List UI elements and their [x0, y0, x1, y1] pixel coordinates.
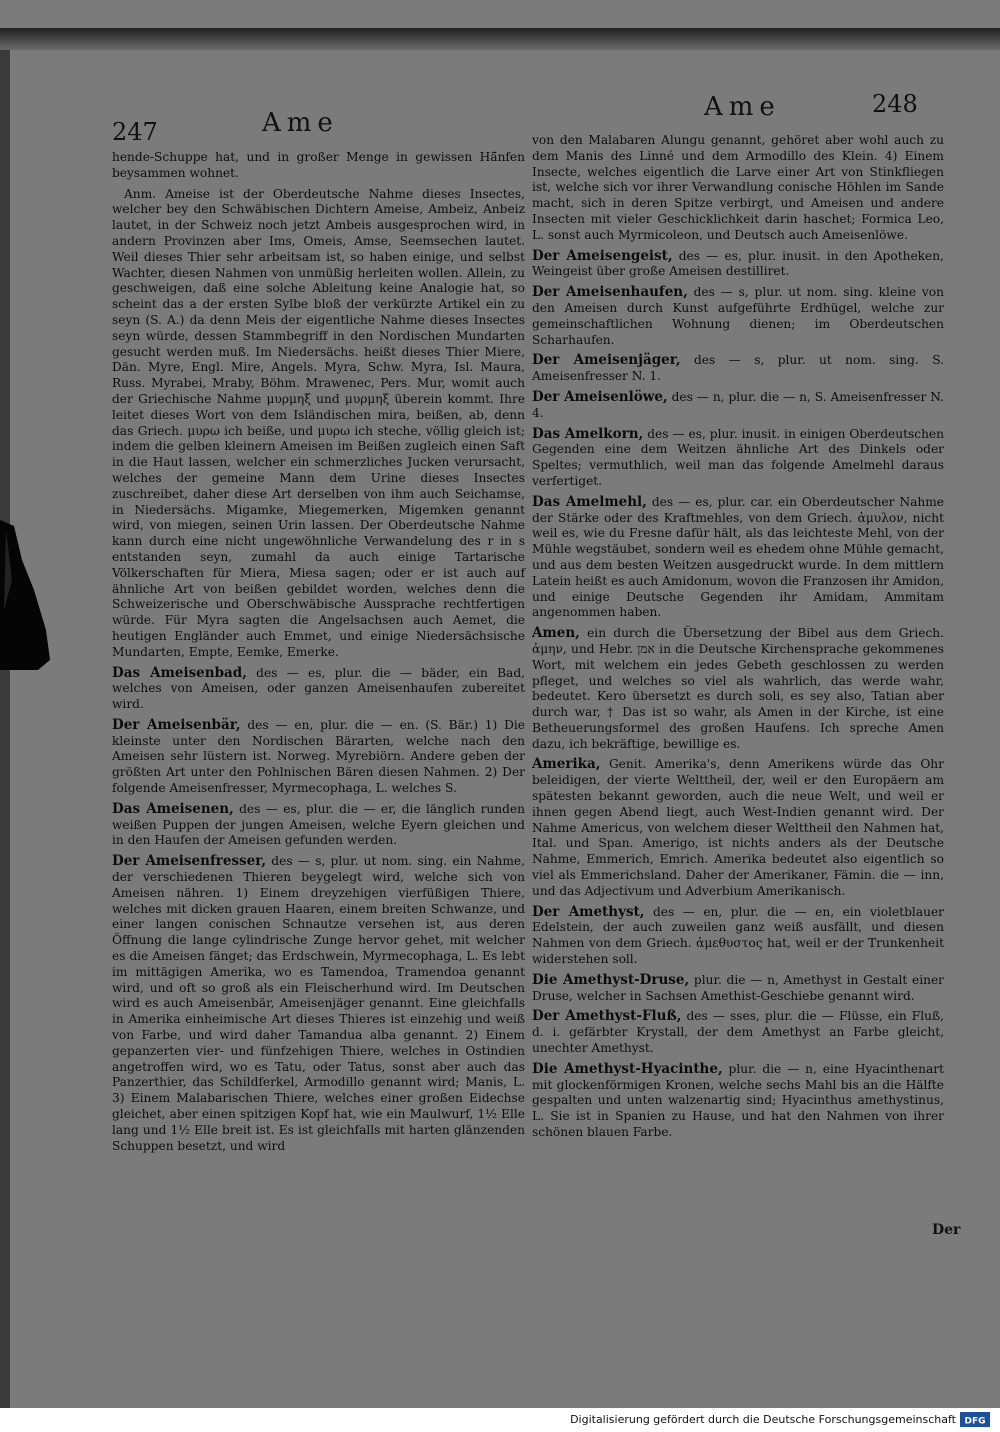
- dictionary-entry: [532, 1062, 944, 1141]
- entry-text: des — s, plur. ut nom. sing. S. Ameisenfresser N. 1.: [532, 353, 944, 384]
- entry-continuation: [112, 150, 525, 182]
- funding-credit: Digitalisierung gefördert durch die Deutsche Forschungsgemeinschaft: [570, 1413, 956, 1426]
- entry-text: des — es, plur. inusit. in einigen Oberdeutschen Gegenden eine dem Weitzen ähnliche Art des Dinkels oder Speltes; vermuthlich, weil man das folgende Amelmehl daraus verfertiget.: [532, 426, 944, 488]
- entry-text: des — en, plur. die — en, ein violetblauer Edelstein, der auch zuweilen ganz weiß ausfällt, und diesen Nahmen von dem Griech. ἀμεθυστος hat, weil er der Trunkenheit widerstehen soll.: [532, 904, 944, 967]
- ink-smudge: [0, 520, 52, 670]
- dictionary-entry: [532, 495, 944, 621]
- entry-lemma: Der Ameisenfresser,: [112, 853, 267, 870]
- entry-text: des — sses, plur. die — Flüsse, ein Fluß, d. i. gefärbter Krystall, der dem Amethyst an Farbe gleicht, unechter Amethyst.: [532, 1009, 944, 1056]
- entry-lemma: Das Ameisenen,: [112, 800, 234, 817]
- entry-text: des — es, plur. die — bäder, ein Bad, welches von Ameisen, oder ganzen Ameisenhaufen zubereitet wird.: [112, 665, 526, 712]
- entry-text: von den Malabaren Alungu genannt, gehöret aber wohl auch zu dem Manis des Linné und dem Armodillo des Klein. 4) Einem Insecte, welches eigentlich die Larve einer Art von Stinkfliegen ist, welche sich vor ihrer Verwandlung conische Höhlen im Sande macht, sich in deren Spitze verbirgt, und Ameisen und andere Insecten mit vieler Geschicklichkeit darin haschet; Formica Leo, L. sonst auch Myrmicoleon, und Deutsch auch Ameisenlöwe.: [532, 133, 944, 242]
- dictionary-entry: [112, 802, 525, 849]
- scan-top-edge: [0, 28, 1000, 50]
- dictionary-entry: [532, 626, 944, 752]
- entry-text: ein durch die Übersetzung der Bibel aus dem Griech. ἀμην, und Hebr. אמן in die Deutsche Kirchensprache gekommenes Wort, mit welchem ein jedes Gebeth geschlossen zu werden pfleget, und welches so viel als wahrlich, das werde wahr, bedeutet. Kero übersetzt es durch soli, es sey also, Tatian aber durch war, † Das ist so wahr, als Amen in der Kirche, ist eine Betheuerungsformel des großen Haufens. Ich spreche Amen dazu, ich bekräftige, bewillige es.: [532, 626, 944, 751]
- running-head-right: Ame: [704, 92, 781, 122]
- entry-lemma: Amerika,: [532, 756, 601, 773]
- entry-text: plur. die — n, eine Hyacinthenart mit glockenförmigen Kronen, welche sechs Mahl bis an die Hälfte gespalten und unten walzenartig sind; Hyacinthus amethystinus, L. Sie ist in Spanien zu Hause, und hat den Nahmen von ihrer schönen blauen Farbe.: [532, 1061, 944, 1140]
- dfg-logo-text: DFG: [964, 1416, 986, 1427]
- entry-lemma: Der Ameisenlöwe,: [532, 388, 668, 405]
- page-number-left: 247: [112, 118, 158, 146]
- running-head-left: Ame: [262, 108, 339, 138]
- entry-text: plur. die — n, Amethyst in Gestalt einer Druse, welcher in Sachsen Amethist-Geschiebe genannt wird.: [532, 972, 944, 1003]
- right-column: [532, 133, 944, 1146]
- footer-bar: [0, 1408, 1000, 1432]
- dictionary-entry: [532, 973, 944, 1005]
- dictionary-entry: [532, 390, 944, 422]
- entry-lemma: Der Ameisenbär,: [112, 716, 241, 733]
- entry-text: des — es, plur. inusit. in den Apotheken, Weingeist über große Ameisen destilliret.: [532, 248, 944, 279]
- dictionary-entry: [532, 757, 944, 899]
- entry-continuation: [532, 133, 944, 244]
- entry-lemma: Der Amethyst,: [532, 903, 645, 920]
- entry-lemma: Der Ameisenhaufen,: [532, 284, 688, 301]
- dictionary-entry: [532, 285, 944, 348]
- dfg-logo-icon[interactable]: [960, 1412, 990, 1427]
- entry-lemma: Der Amethyst-Fluß,: [532, 1008, 682, 1025]
- entry-text: Anm. Ameise ist der Oberdeutsche Nahme dieses Insectes, welcher bey den Schwäbischen Dichtern Ameise, Ambeiz, Anbeiz lautet, in der Schweiz noch jetzt Ambeis ausgesprochen wird, in andern Provinzen aber Ims, Omeis, Amse, Seemsechen lautet. Weil dieses Thier sehr arbeitsam ist, so haben einige, und selbst Wachter, diesen Nahmen von unmüßig herleiten wollen. Allein, zu geschweigen, daß eine solche Ableitung keine Analogie hat, so scheint das a der ersten Sylbe bloß der verkürzte Artikel ein zu seyn (S. A.) da denn Meis der eigentliche Nahme dieses Insectes seyn würde, dessen Stammbegriff in den Nordischen Mundarten gesucht werden muß. Im Niedersächs. heißt dieses Thier Miere, Dän. Myre, Engl. Mire, Angels. Myra, Schw. Myra, Isl. Maura, Russ. Myrabei, Mraby, Böhm. Mrawenec, Pers. Mur, womit auch der Griechische Nahme μυρμηξ und μυρμηξ überein kommt. Ihre leitet dieses Wort von dem Isländischen mira, beißen, ab, denn das Griech. μυρω ich beiße, und μυρω ich steche, völlig gleich ist; indem die gelben kleinern Ameisen im Beißen zugleich einen Saft in die Haut lassen, welcher ein schmerzliches Jucken verursacht, welches der gemeine Mann dem Urine dieses Insectes zuschreibet, daher diese Art derselben von ihm auch Seichamse, in Niedersächs. Migamke, Miegemerken, Migemken genannt wird, von miegen, seinen Urin lassen. Der Oberdeutsche Nahme kann durch eine nicht ungewöhnliche Verwandelung des r in s entstanden seyn, zumahl da auch einige Tartarische Völkerschaften für Miera, Miesa sagen; oder er ist auch auf ähnliche Art von beißen gebildet worden, welches denn die Schweizerische und Oberschwäbische Aussprache rechtfertigen würde. Für Myra sagten die Angelsachsen auch Aemet, die heutigen Engländer auch Emmet, und einige Niedersächsische Mundarten, Empte, Eemke, Emerke.: [112, 186, 525, 659]
- entry-lemma: Die Amethyst-Hyacinthe,: [532, 1060, 723, 1077]
- dictionary-entry: [532, 427, 944, 490]
- entry-text: des — n, plur. die — n, S. Ameisenfresser N. 4.: [532, 389, 944, 420]
- entry-text: des — en, plur. die — en. (S. Bär.) 1) Die kleinste unter den Nordischen Bärarten, welche nach den Ameisen sehr lüstern ist. Norweg. Myrebiörn. Andere geben der größten Art unter den Pohlnischen Bären diesen Nahmen. 2) Der folgende Ameisenfresser, Myrmecophaga, L. welches S.: [112, 717, 525, 796]
- catchword: Der: [932, 1222, 961, 1238]
- dictionary-entry: [532, 353, 944, 385]
- entry-text: des — s, plur. ut nom. sing. kleine von den Ameisen durch Kunst aufgeführte Erdhügel, welche zur gemeinschaftlichen Wohnung dienen; im Oberdeutschen Scharhaufen.: [532, 285, 944, 347]
- entry-lemma: Amen,: [532, 625, 580, 642]
- entry-lemma: Das Amelmehl,: [532, 493, 647, 510]
- dictionary-entry: [112, 718, 525, 797]
- dictionary-entry: [112, 666, 525, 713]
- entry-lemma: Der Ameisenjäger,: [532, 352, 681, 369]
- entry-text: des — es, plur. car. ein Oberdeutscher Nahme der Stärke oder des Kraftmehles, von dem Griech. ἀμυλον, nicht weil es, wie du Fresne dafür hält, als das leichteste Mehl, von der Mühle wegstäubet, sondern weil es ehedem ohne Mühle gemacht, und aus dem besten Weitzen ausgedruckt wurde. In dem mittlern Latein heißt es auch Amidonum, wovon die Franzosen ihr Amidon, und einige Deutsche Gegenden ihr Amidam, Ammitam angenommen haben.: [532, 494, 945, 620]
- entry-lemma: Das Amelkorn,: [532, 425, 644, 442]
- entry-text: des — s, plur. ut nom. sing. ein Nahme, der verschiedenen Thieren beygelegt wird, welche sich von Ameisen nähren. 1) Einem dreyzehigen vierfüßigen Thiere, welches mit dicken grauen Haaren, einem breiten Schwanze, und einer langen conischen Schnautze versehen ist, aus deren Öffnung die lange cylindrische Zunge hervor gehet, mit welcher es die Ameisen fänget; das Erdschwein, Myrmecophaga, L. Es lebt im mittägigen Amerika, wo es Tamendoa, Tramendoa genannt wird, und oft so groß als ein Fleischerhund wird. Im Deutschen wird es auch Ameisenbär, Ameisenjäger genannt. Eine gleichfalls in Amerika einheimische Art dieses Thieres ist einzehig und weiß von Farbe, und wird daher Tamandua alba genannt. 2) Einem gepanzerten vier- und fünfzehigen Thiere, welches in Ostindien angetroffen wird, wo es Tatu, oder Tatus, sonst aber auch das Panzerthier, das Schildferkel, Armodillo genannt wird; Manis, L. 3) Einem Malabarischen Thiere, welches einer großen Eidechse gleichet, aber einen spitzigen Kopf hat, wie ein Maulwurf, 1½ Elle lang und 1½ Elle breit ist. Es ist gleichfalls mit harten glänzenden Schuppen besetzt, und wird: [112, 854, 525, 1153]
- entry-lemma: Die Amethyst-Druse,: [532, 971, 690, 988]
- entry-text: des — es, plur. die — er, die länglich runden weißen Puppen der jungen Ameisen, welche Eyern gleichen und in den Haufen der Ameisen gefunden werden.: [112, 801, 525, 848]
- entry-lemma: Der Ameisengeist,: [532, 247, 673, 264]
- entry-text: hende-Schuppe hat, und in großer Menge in gewissen Hä̈nfen beysammen wohnet.: [112, 150, 525, 180]
- left-column: [112, 150, 525, 1159]
- entry-text: Genit. Amerika's, denn Amerikens würde das Ohr beleidigen, der vierte Welttheil, der, weil er den Europäern am spätesten bekannt geworden, auch die neue Welt, und weil er ihnen gegen Abend liegt, auch West-Indien genannt wird. Der Nahme Americus, von welchem dieser Welttheil den Nahmen hat, Ital. und Span. Amerigo, ist nichts anders als der Deutsche Nahme, Emmerich, Emrich. Amerika bedeutet also eigentlich so viel als Emmerichsland. Daher der Amerikaner, Fämin. die — inn, und das Adjectivum und Adverbium Amerikanisch.: [532, 757, 944, 898]
- annotation-paragraph: [112, 187, 525, 661]
- entry-lemma: Das Ameisenbad,: [112, 664, 247, 681]
- dictionary-entry: [532, 1009, 944, 1056]
- scan-left-edge: [0, 50, 10, 1408]
- page-number-right: 248: [872, 90, 918, 118]
- dictionary-entry: [112, 854, 525, 1154]
- dictionary-entry: [532, 905, 944, 968]
- dictionary-entry: [532, 249, 944, 281]
